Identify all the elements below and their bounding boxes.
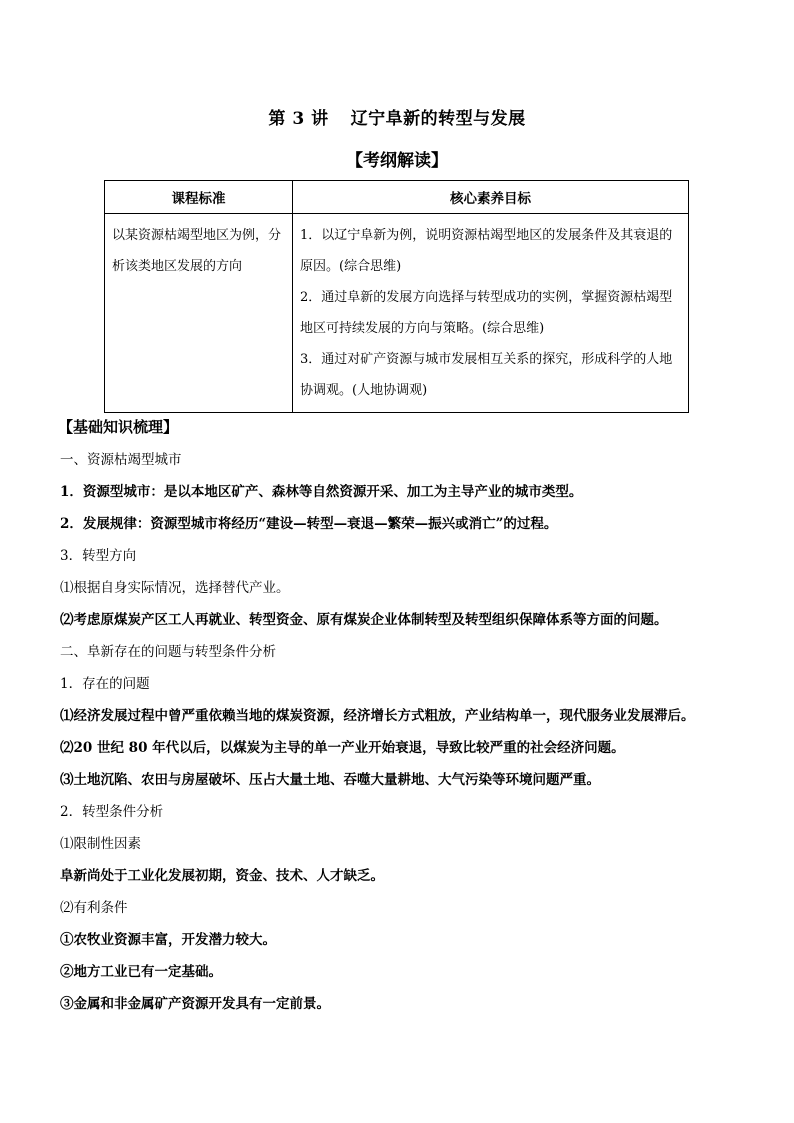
knowledge-section [60,410,760,1020]
text-line: 1．资源型城市：是以本地区矿产、森林等自然资源开采、加工为主导产业的城市类型。 [60,484,583,500]
goals-cell [293,214,689,413]
page-title [0,104,794,129]
text-line: ⑴根据自身实际情况，选择替代产业。 [60,580,290,596]
text-line: ⑵考虑原煤炭产区工人再就业、转型资金、原有煤炭企业体制转型及转型组织保障体系等方面的问题。 [60,612,668,628]
text-line: ③金属和非金属矿产资源开发具有一定前景。 [60,996,330,1012]
table-header-row [105,181,689,214]
goal-item: 2．通过阜新的发展方向选择与转型成功的实例，掌握资源枯竭型地区可持续发展的方向与策略。(综合思维) [300,290,673,336]
text-line: 阜新尚处于工业化发展初期，资金、技术、人才缺乏。 [60,868,384,884]
section-heading: 二、阜新存在的问题与转型条件分析 [60,644,276,660]
subheading: ⑴限制性因素 [60,836,141,852]
header-cell-standard: 课程标准 [105,181,293,214]
syllabus-table [104,180,689,413]
lecture-number: 第 3 讲 [268,109,329,129]
lecture-title: 辽宁阜新的转型与发展 [350,109,526,129]
subheading: 1．存在的问题 [60,676,150,692]
text-line: ⑵20 世纪 80 年代以后，以煤炭为主导的单一产业开始衰退，导致比较严重的社会经济问题。 [60,740,625,756]
table-row [105,214,689,413]
goal-item: 1．以辽宁阜新为例，说明资源枯竭型地区的发展条件及其衰退的原因。(综合思维) [300,228,673,274]
knowledge-heading: 【基础知识梳理】 [58,418,179,436]
text-line: ①农牧业资源丰富，开发潜力较大。 [60,932,276,948]
standard-cell: 以某资源枯竭型地区为例，分析该类地区发展的方向 [105,214,293,413]
text-line: ⑴经济发展过程中曾严重依赖当地的煤炭资源，经济增长方式粗放，产业结构单一，现代服务业发展滞后。 [60,708,695,724]
text-line: ⑶土地沉陷、农田与房屋破坏、压占大量土地、吞噬大量耕地、大气污染等环境问题严重。 [60,772,600,788]
syllabus-heading: 【考纲解读】 [346,151,448,171]
text-line: 2．发展规律：资源型城市将经历“建设—转型—衰退—繁荣—振兴或消亡”的过程。 [60,516,558,532]
section-heading: 一、资源枯竭型城市 [60,452,182,468]
subheading: 2．转型条件分析 [60,804,164,820]
subheading: 3．转型方向 [60,548,137,564]
header-cell-goals: 核心素养目标 [293,181,689,214]
goal-item: 3．通过对矿产资源与城市发展相互关系的探究，形成科学的人地协调观。(人地协调观) [300,352,673,398]
subheading: ⑵有利条件 [60,900,128,916]
text-line: ②地方工业已有一定基础。 [60,964,222,980]
